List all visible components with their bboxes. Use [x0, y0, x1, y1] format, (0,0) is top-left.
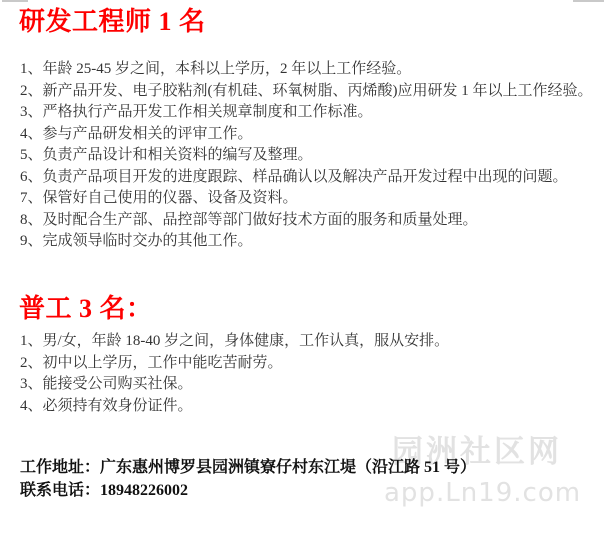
- job1-requirement-item: 7、保管好自己使用的仪器、设备及资料。: [20, 190, 298, 206]
- top-border-fragment-left: [2, 0, 28, 2]
- job1-requirement-item: 6、负责产品项目开发的进度跟踪、样品确认以及解决产品开发过程中出现的问题。: [20, 168, 568, 185]
- job2-requirement-item: 3、能接受公司购买社保。: [20, 376, 193, 392]
- watermark-site-name: 园洲社区网: [392, 434, 562, 470]
- job2-requirement-item: 1、男/女，年龄 18-40 岁之间，身体健康，工作认真，服从安排。: [20, 333, 450, 349]
- job1-requirement-item: 4、参与产品研发相关的评审工作。: [20, 125, 253, 142]
- job1-requirement-item: 2、新产品开发、电子胶粘剂(有机硅、环氧树脂、丙烯酸)应用研发 1 年以上工作经验。: [20, 82, 593, 99]
- job1-requirement-item: 8、及时配合生产部、品控部等部门做好技术方面的服务和质量处理。: [20, 211, 478, 228]
- job2-requirements-list: [20, 331, 594, 417]
- job1-requirements-list: [20, 59, 594, 253]
- job2-requirement-item: 2、初中以上学历，工作中能吃苦耐劳。: [20, 354, 283, 371]
- job2-title: 普工 3 名：: [19, 294, 153, 323]
- watermark-url: app.Ln19.com: [384, 478, 582, 508]
- job1-requirement-item: 3、严格执行产品开发工作相关规章制度和工作标准。: [20, 104, 373, 120]
- top-border-fragment-right: [573, 0, 604, 2]
- job1-requirement-item: 1、年龄 25-45 岁之间，本科以上学历，2 年以上工作经验。: [20, 61, 412, 77]
- job1-requirement-item: 9、完成领导临时交办的其他工作。: [20, 233, 253, 249]
- job1-title: 研发工程师 1 名: [19, 7, 206, 36]
- contact-phone: 联系电话：18948226002: [20, 482, 189, 499]
- job1-requirement-item: 5、负责产品设计和相关资料的编写及整理。: [20, 147, 313, 163]
- job2-requirement-item: 4、必须持有效身份证件。: [20, 397, 193, 414]
- work-address: 工作地址：广东惠州博罗县园洲镇寮仔村东江堤（沿江路 51 号）: [20, 459, 477, 476]
- contact-info: [20, 456, 594, 502]
